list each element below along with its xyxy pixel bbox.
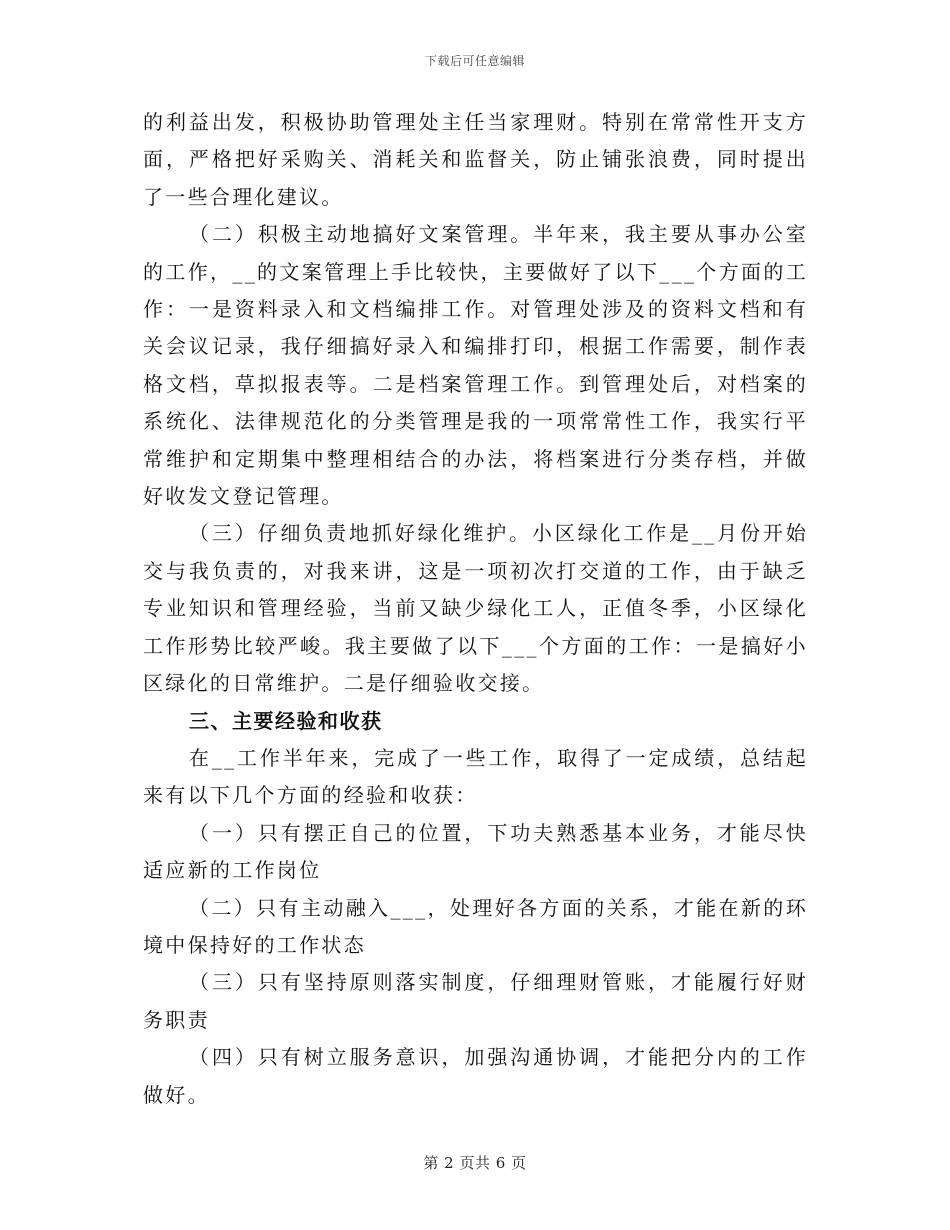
paragraph-5: （一）只有摆正自己的位置，下功夫熟悉基本业务，才能尽快适应新的工作岗位 [143,820,808,883]
page-footer: 第 2 页共 6 页 [423,1154,527,1172]
document-body [143,104,808,1114]
paragraph-3: （三）仔细负责地抓好绿化维护。小区绿化工作是__月份开始交与我负责的，对我来讲，这是一项初次打交道的工作，由于缺乏专业知识和管理经验，当前又缺少绿化工人，正值冬季，小区绿化工作形势比较严峻。我主要做了以下___个方面的工作：一是搞好小区绿化的日常维护。二是仔细验收交接。 [143,521,808,696]
paragraph-1: 的利益出发，积极协助管理处主任当家理财。特别在常常性开支方面，严格把好采购关、消耗关和监督关，防止铺张浪费，同时提出了一些合理化建议。 [143,110,808,209]
paragraph-2: （二）积极主动地搞好文案管理。半年来，我主要从事办公室的工作，__的文案管理上手比较快，主要做好了以下___个方面的工作：一是资料录入和文档编排工作。对管理处涉及的资料文档和有关会议记录，我仔细搞好录入和编排打印，根据工作需要，制作表格文档，草拟报表等。二是档案管理工作。到管理处后，对档案的系统化、法律规范化的分类管理是我的一项常常性工作，我实行平常维护和定期集中整理相结合的办法，将档案进行分类存档，并做好收发文登记管理。 [143,222,808,509]
paragraph-6: （二）只有主动融入___，处理好各方面的关系，才能在新的环境中保持好的工作状态 [143,895,808,957]
paragraph-4: 在__工作半年来，完成了一些工作，取得了一定成绩，总结起来有以下几个方面的经验和收获： [143,745,808,808]
page-header: 下载后可任意编辑 [424,54,525,68]
section-heading: 三、主要经验和收获 [189,708,383,733]
paragraph-7: （三）只有坚持原则落实制度，仔细理财管账，才能履行好财务职责 [143,970,808,1032]
paragraph-8: （四）只有树立服务意识，加强沟通协调，才能把分内的工作做好。 [143,1045,808,1107]
